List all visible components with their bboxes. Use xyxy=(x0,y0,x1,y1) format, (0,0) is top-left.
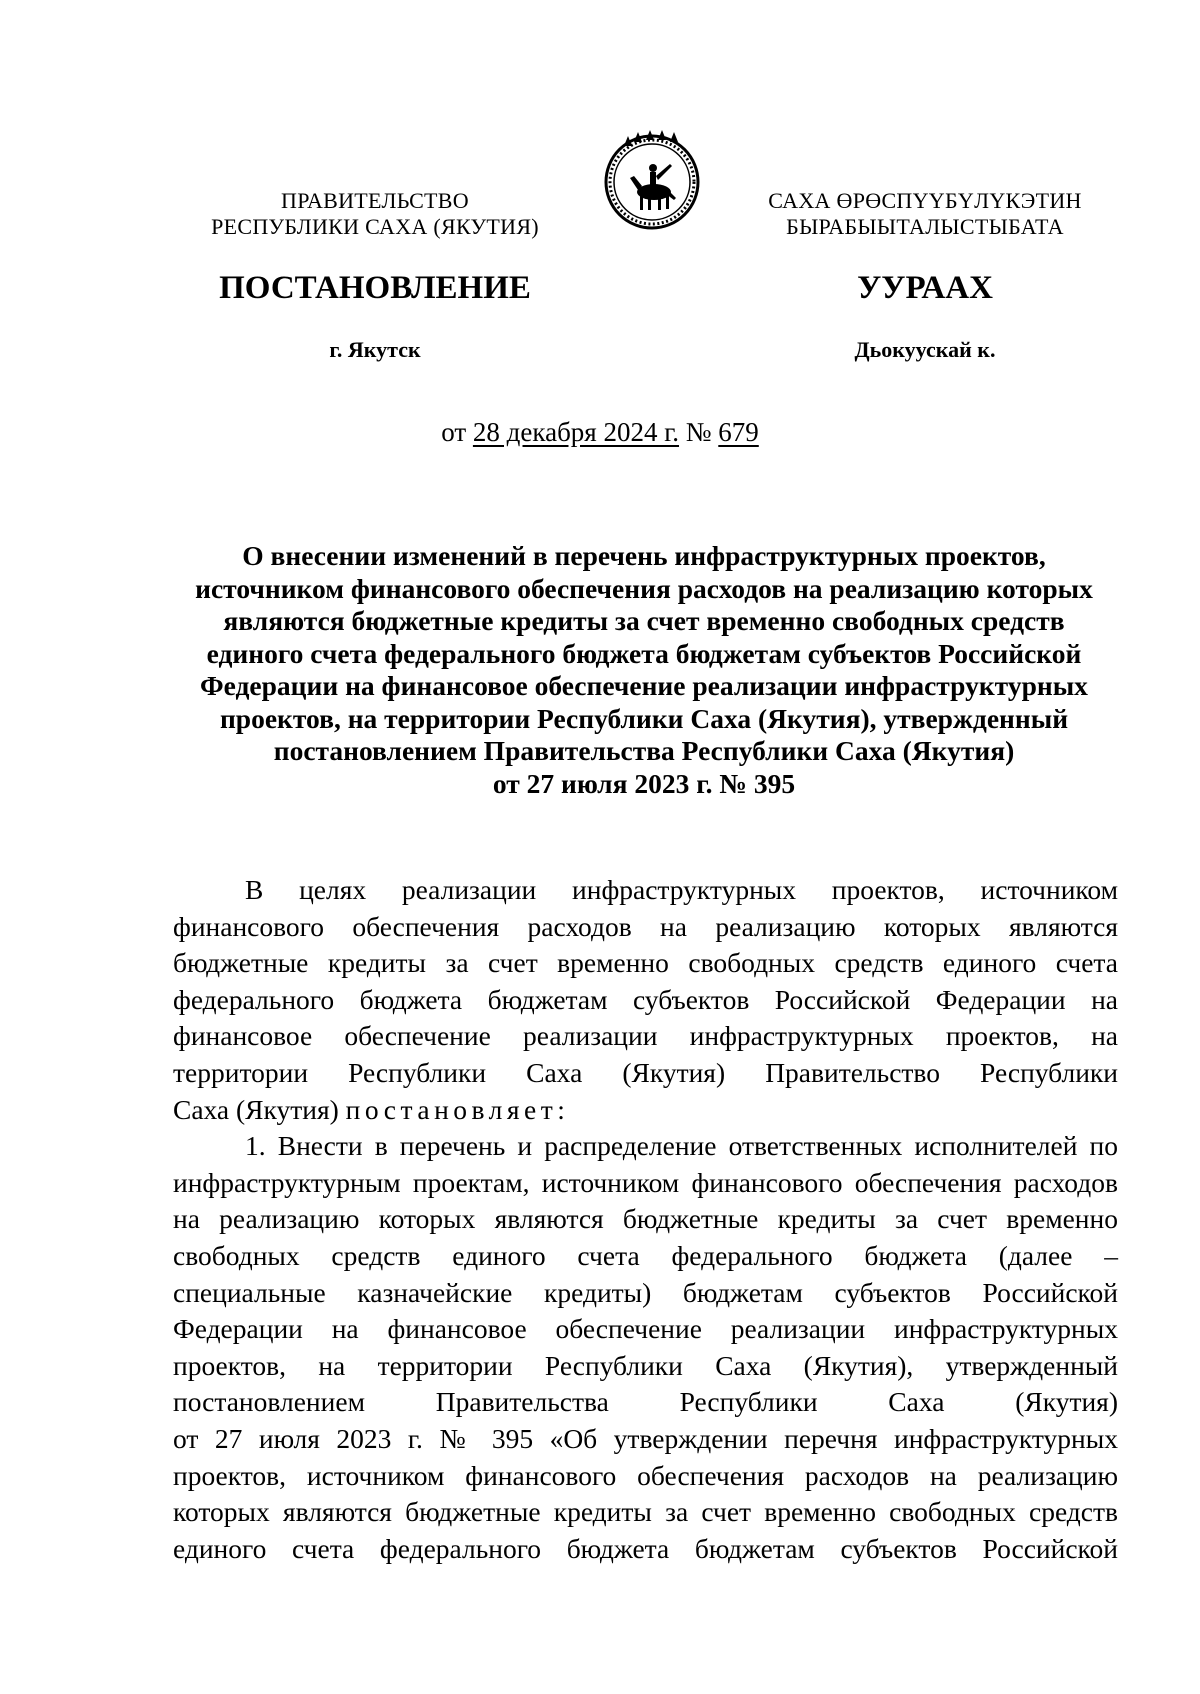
date-number-line xyxy=(0,416,1200,448)
body-line xyxy=(173,1092,1118,1129)
city-russian: г. Якутск xyxy=(329,337,421,362)
body-line: проектов, источником финансового обеспечения расходов на реализацию xyxy=(173,1459,1118,1491)
body-line: территории Республики Саха (Якутия) Правительство Республики xyxy=(173,1056,1118,1088)
emblem-svg xyxy=(600,128,704,232)
government-name-line1: ПРАВИТЕЛЬСТВО xyxy=(281,188,469,213)
document-date: 28 декабря 2024 г. xyxy=(472,417,680,447)
title-line: источником финансового обеспечения расходов на реализацию которых xyxy=(195,572,1093,604)
body-line: 1. Внести в перечень и распределение ответственных исполнителей по xyxy=(245,1130,1118,1162)
government-name-sakha-line1: САХА ӨРӨСПҮҮБҮЛҮКЭТИН xyxy=(768,188,1082,213)
government-name-sakha xyxy=(735,188,1115,240)
title-line: Федерации на финансовое обеспечение реализации инфраструктурных xyxy=(200,670,1088,701)
document-body xyxy=(173,872,1118,1567)
body-line: финансового обеспечения расходов на реализацию которых являются xyxy=(173,910,1118,942)
government-name-line2: РЕСПУБЛИКИ САХА (ЯКУТИЯ) xyxy=(211,214,539,239)
body-line: специальные казначейские кредиты) бюджетам субъектов Российской xyxy=(173,1276,1118,1308)
number-sign: № xyxy=(679,417,719,447)
body-line: свободных средств единого счета федерального бюджета (далее – xyxy=(173,1239,1118,1271)
title-line: постановлением Правительства Республики Саха (Якутия) xyxy=(273,735,1015,766)
title-line: О внесении изменений в перечень инфраструктурных проектов, xyxy=(242,540,1046,571)
body-line: федерального бюджета бюджетам субъектов Российской Федерации на xyxy=(173,983,1118,1015)
doc-type-sakha: УУРААХ xyxy=(857,270,993,306)
doc-type-russian: ПОСТАНОВЛЕНИЕ xyxy=(219,270,531,306)
document-number: 679 xyxy=(718,417,759,447)
body-line: Федерации на финансовое обеспечение реализации инфраструктурных xyxy=(173,1313,1118,1345)
sakha-republic-emblem-icon xyxy=(600,128,704,232)
title-line: являются бюджетные кредиты за счет временно свободных средств xyxy=(223,605,1065,636)
body-line: инфраструктурным проектам, источником финансового обеспечения расходов xyxy=(173,1166,1118,1198)
paragraph-preamble xyxy=(173,872,1118,1128)
body-line: постановлением Правительства Республики Саха (Якутия) xyxy=(173,1386,1118,1418)
title-line: единого счета федерального бюджета бюджетам субъектов Российской xyxy=(206,637,1082,669)
body-line-prefix: Саха (Якутия) xyxy=(173,1093,346,1125)
document-title xyxy=(170,540,1118,800)
body-line: В целях реализации инфраструктурных проектов, источником xyxy=(245,874,1118,905)
title-line: проектов, на территории Республики Саха (Якутия), утвержденный xyxy=(219,702,1069,734)
government-name-russian xyxy=(165,188,585,240)
body-line: финансовое обеспечение реализации инфраструктурных проектов, на xyxy=(173,1020,1118,1052)
city-sakha: Дьокуускай к. xyxy=(854,337,996,362)
title-line: от 27 июля 2023 г. № 395 xyxy=(492,767,796,799)
body-line: на реализацию которых являются бюджетные кредиты за счет временно xyxy=(173,1203,1118,1235)
government-name-sakha-line2: БЫРАБЫЫТАЛЫСТЫБАТА xyxy=(786,214,1064,239)
paragraph-item-1 xyxy=(173,1128,1118,1567)
body-line: единого счета федерального бюджета бюджетам субъектов Российской xyxy=(173,1532,1118,1564)
body-line: от 27 июля 2023 г. № 395 «Об утверждении перечня инфраструктурных xyxy=(173,1422,1118,1454)
date-prefix: от xyxy=(441,417,473,447)
resolves-word: постановляет: xyxy=(345,1093,570,1125)
body-line: проектов, на территории Республики Саха (Якутия), утвержденный xyxy=(173,1349,1118,1381)
body-line: бюджетные кредиты за счет временно свободных средств единого счета xyxy=(173,947,1118,979)
body-line: которых являются бюджетные кредиты за счет временно свободных средств xyxy=(173,1496,1118,1528)
